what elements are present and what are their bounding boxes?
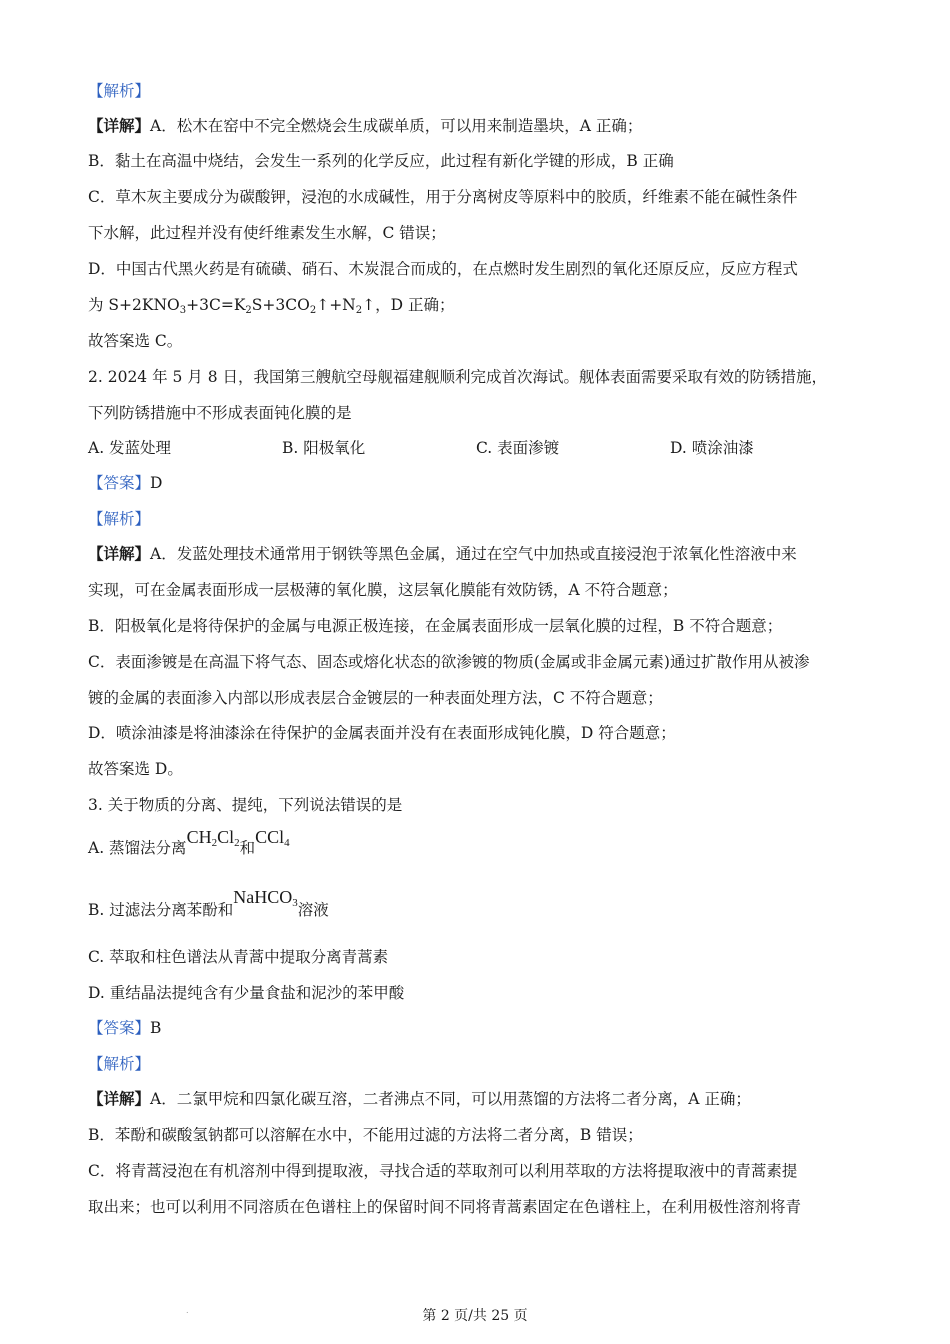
q2-conclusion: 故答案选 D。 bbox=[88, 760, 183, 778]
q2-detail-c2: 镀的金属的表面渗入内部以形成表层合金镀层的一种表面处理方法，C 不符合题意； bbox=[88, 689, 663, 707]
q3-stem: 3. 关于物质的分离、提纯，下列说法错误的是 bbox=[88, 796, 403, 814]
q2-stem-2: 下列防锈措施中不形成表面钝化膜的是 bbox=[88, 404, 352, 422]
formula-part: Cl bbox=[217, 827, 235, 847]
eq-sub: 2 bbox=[309, 305, 317, 316]
q2-detail-a2: 实现，可在金属表面形成一层极薄的氧化膜，这层氧化膜能有效防锈，A 不符合题意； bbox=[88, 581, 678, 599]
eq-sub: 3 bbox=[179, 305, 187, 316]
formula-ch2cl2 bbox=[187, 827, 240, 847]
answer-value: B bbox=[150, 1019, 162, 1037]
formula-part: CH bbox=[186, 827, 212, 847]
q1-conclusion: 故答案选 C。 bbox=[88, 332, 183, 350]
eq-part: ↑+N bbox=[316, 296, 356, 314]
formula-part: NaHCO bbox=[233, 887, 293, 907]
opt-text: 和 bbox=[239, 839, 256, 857]
q2-option-d: D. 喷涂油漆 bbox=[670, 439, 754, 457]
eq-sub: 2 bbox=[245, 305, 252, 316]
q1-detail-a-text: A．松木在窑中不完全燃烧会生成碳单质，可以用来制造墨块，A 正确； bbox=[150, 117, 643, 135]
q2-option-c: C. 表面渗镀 bbox=[476, 439, 560, 457]
eq-part: S+3CO bbox=[251, 296, 310, 314]
page-footer: 第 2 页/共 25 页 bbox=[422, 1308, 528, 1324]
eq-part: ↑，D 正确； bbox=[362, 296, 455, 314]
q2-option-a: A. 发蓝处理 bbox=[88, 439, 172, 457]
q3-option-d: D. 重结晶法提纯含有少量食盐和泥沙的苯甲酸 bbox=[88, 984, 405, 1002]
q1-detail-d1: D．中国古代黑火药是有硫磺、硝石、木炭混合而成的，在点燃时发生剧烈的氧化还原反应，反应方程式 bbox=[88, 260, 798, 278]
q3-detail-c1: C．将青蒿浸泡在有机溶剂中得到提取液，寻找合适的萃取剂可以利用萃取的方法将提取液中的青蒿素提 bbox=[88, 1162, 798, 1180]
analysis-tag: 【解析】 bbox=[88, 82, 151, 100]
q1-equation-line bbox=[88, 294, 454, 322]
scan-speck: . bbox=[186, 1306, 189, 1315]
eq-part: 为 S+2KNO bbox=[88, 296, 180, 314]
opt-text: 溶液 bbox=[297, 901, 329, 919]
opt-text: A. 蒸馏法分离 bbox=[88, 839, 187, 857]
q2-stem-1: 2. 2024 年 5 月 8 日，我国第三艘航空母舰福建舰顺利完成首次海试。舰体表面需要采取有效的防锈措施， bbox=[88, 368, 828, 386]
opt-text: B. 过滤法分离苯酚和 bbox=[88, 901, 234, 919]
detail-tag: 【详解】 bbox=[88, 1089, 151, 1108]
detail-tag: 【详解】 bbox=[88, 544, 151, 563]
q1-detail-a bbox=[88, 115, 642, 137]
detail-tag: 【详解】 bbox=[88, 116, 151, 135]
q3-detail-c2: 取出来；也可以利用不同溶质在色谱柱上的保留时间不同将青蒿素固定在色谱柱上，在利用极性溶剂将青 bbox=[88, 1198, 802, 1216]
q3-detail-b: B．苯酚和碳酸氢钠都可以溶解在水中，不能用过滤的方法将二者分离，B 错误； bbox=[88, 1126, 643, 1144]
analysis-tag: 【解析】 bbox=[88, 1055, 151, 1073]
q3-option-a bbox=[88, 827, 290, 864]
formula-sub: 3 bbox=[292, 897, 298, 909]
formula-sub: 2 bbox=[234, 837, 240, 849]
formula-ccl4 bbox=[255, 827, 290, 847]
answer-value: D bbox=[150, 474, 163, 492]
analysis-tag: 【解析】 bbox=[88, 510, 151, 528]
formula-sub: 4 bbox=[284, 837, 290, 849]
q3-answer bbox=[88, 1017, 161, 1039]
q1-detail-c2: 下水解，此过程并没有使纤维素发生水解，C 错误； bbox=[88, 224, 446, 242]
q2-detail-d: D．喷涂油漆是将油漆涂在待保护的金属表面并没有在表面形成钝化膜，D 符合题意； bbox=[88, 724, 676, 742]
q3-option-c: C. 萃取和柱色谱法从青蒿中提取分离青蒿素 bbox=[88, 948, 389, 966]
q2-option-b: B. 阳极氧化 bbox=[282, 439, 366, 457]
q3-detail-a-text: A．二氯甲烷和四氯化碳互溶，二者沸点不同，可以用蒸馏的方法将二者分离，A 正确； bbox=[150, 1090, 751, 1108]
q2-detail-b: B．阳极氧化是将待保护的金属与电源正极连接，在金属表面形成一层氧化膜的过程，B 不符合题意； bbox=[88, 617, 783, 635]
answer-tag: 【答案】 bbox=[88, 1019, 151, 1037]
formula-part: CCl bbox=[255, 827, 285, 847]
answer-tag: 【答案】 bbox=[88, 474, 151, 492]
q3-option-b bbox=[88, 887, 329, 926]
eq-sub: 2 bbox=[355, 305, 363, 316]
formula-nahco3 bbox=[233, 887, 298, 907]
eq-part: +3C=K bbox=[186, 296, 246, 314]
q2-detail-c1: C．表面渗镀是在高温下将气态、固态或熔化状态的欲渗镀的物质(金属或非金属元素)通过扩散作用从被渗 bbox=[88, 653, 810, 671]
q2-detail-a1-text: A．发蓝处理技术通常用于钢铁等黑色金属，通过在空气中加热或直接浸泡于浓氧化性溶液中来 bbox=[150, 545, 797, 563]
q3-detail-a bbox=[88, 1088, 751, 1110]
q1-detail-c1: C．草木灰主要成分为碳酸钾，浸泡的水成碱性，用于分离树皮等原料中的胶质，纤维素不能在碱性条件 bbox=[88, 188, 798, 206]
q2-detail-a1 bbox=[88, 543, 797, 565]
q2-answer bbox=[88, 472, 162, 494]
formula-sub: 2 bbox=[211, 837, 218, 849]
q1-detail-b: B．黏土在高温中烧结，会发生一系列的化学反应，此过程有新化学键的形成，B 正确 bbox=[88, 152, 674, 170]
